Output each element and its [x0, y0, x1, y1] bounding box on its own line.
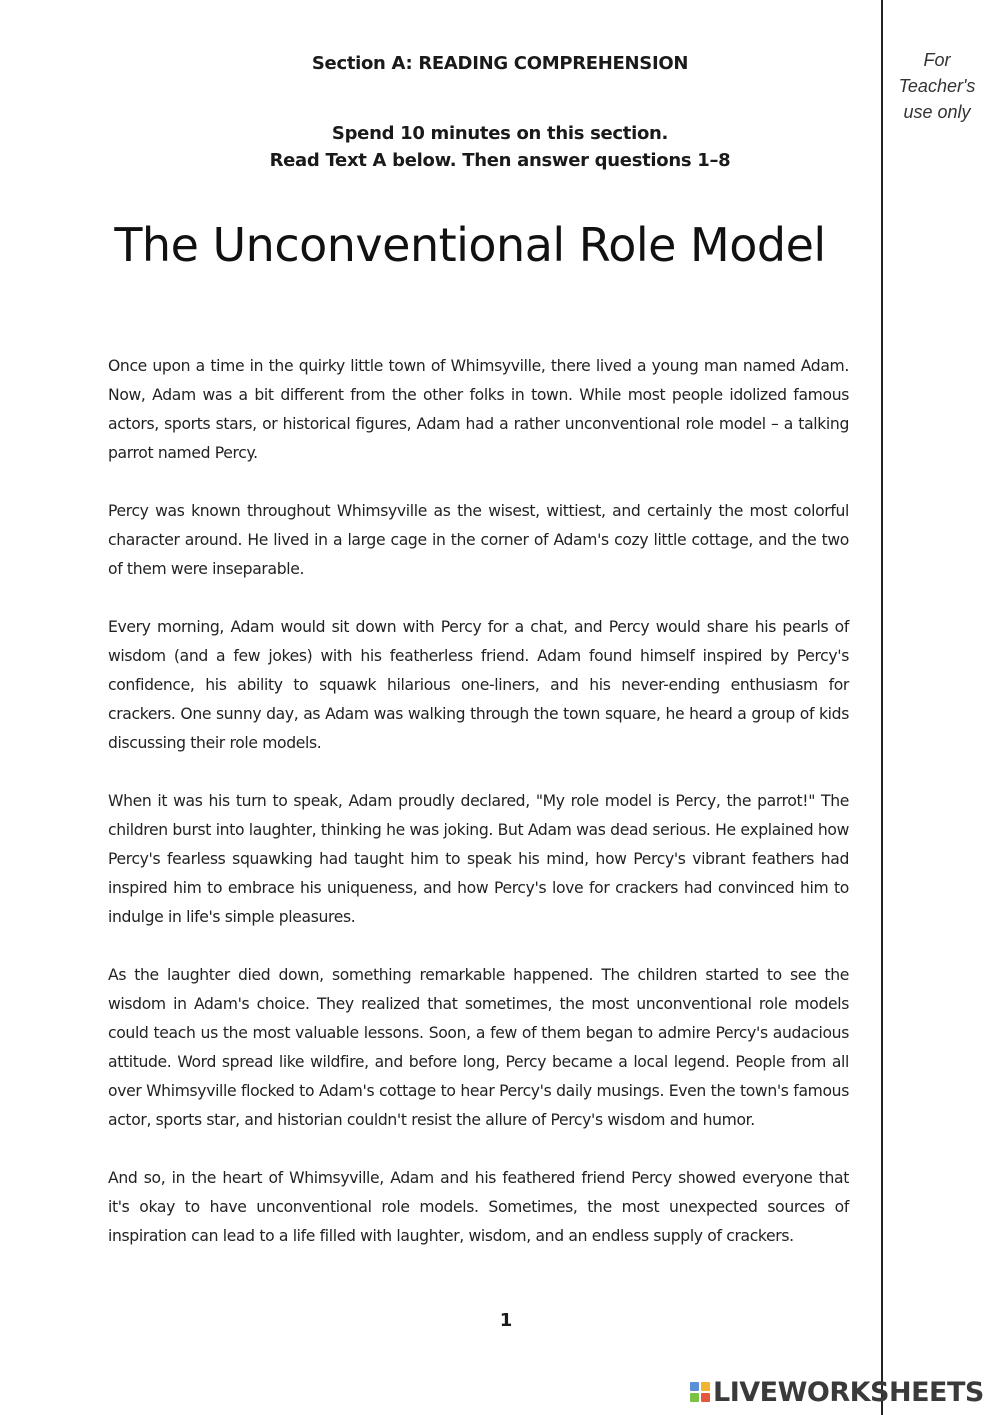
- teacher-margin-line: [881, 0, 883, 1415]
- story-paragraph: Once upon a time in the quirky little town of Whimsyville, there lived a young man named Adam. Now, Adam was a bit different from the other folks in town. While most people idolized famous actors, sports stars, or historical figures, Adam had a rather unconventional role model – a talking parrot named Percy.: [108, 357, 849, 462]
- logo-square: [701, 1382, 710, 1391]
- story-text: [108, 352, 849, 1280]
- logo-square: [690, 1382, 699, 1391]
- liveworksheets-logo-icon: [690, 1382, 710, 1402]
- story-paragraph: When it was his turn to speak, Adam proudly declared, "My role model is Percy, the parrot!" The children burst into laughter, thinking he was joking. But Adam was dead serious. He explained how Percy's fearless squawking had taught him to speak his mind, how Percy's vibrant feathers had inspired him to embrace his uniqueness, and how Percy's love for crackers had convinced him to indulge in life's simple pleasures.: [108, 792, 849, 926]
- story-paragraph: Percy was known throughout Whimsyville as the wisest, wittiest, and certainly the most colorful character around. He lived in a large cage in the corner of Adam's cozy little cottage, and the two of them were inseparable.: [108, 502, 849, 578]
- teacher-note-line: For: [923, 50, 951, 70]
- teacher-note-line: use only: [903, 102, 971, 122]
- teacher-note-line: Teacher's: [898, 76, 976, 96]
- logo-square: [690, 1393, 699, 1402]
- logo-wordmark: LIVEWORKSHEETS: [713, 1376, 984, 1408]
- page-number: 1: [499, 1310, 513, 1331]
- story-paragraph: And so, in the heart of Whimsyville, Adam and his feathered friend Percy showed everyone that it's okay to have unconventional role models. Sometimes, the most unexpected sources of inspiration can lead to a life filled with laughter, wisdom, and an endless supply of crackers.: [108, 1169, 849, 1245]
- liveworksheets-logo[interactable]: [690, 1374, 984, 1410]
- story-paragraph: As the laughter died down, something remarkable happened. The children started to see the wisdom in Adam's choice. They realized that sometimes, the most unconventional role models could teach us the most valuable lessons. Soon, a few of them began to admire Percy's audacious attitude. Word spread like wildfire, and before long, Percy became a local legend. People from all over Whimsyville flocked to Adam's cottage to hear Percy's daily musings. Even the town's famous actor, sports star, and historian couldn't resist the allure of Percy's wisdom and humor.: [108, 966, 849, 1129]
- teacher-use-note: [887, 47, 987, 125]
- section-instructions: [100, 120, 900, 174]
- instruction-line: Spend 10 minutes on this section.: [331, 123, 669, 144]
- logo-square: [701, 1393, 710, 1402]
- story-paragraph: Every morning, Adam would sit down with Percy for a chat, and Percy would share his pearls of wisdom (and a few jokes) with his featherless friend. Adam found himself inspired by Percy's confidence, his ability to squawk hilarious one-liners, and his never-ending enthusiasm for crackers. One sunny day, as Adam was walking through the town square, he heard a group of kids discussing their role models.: [108, 618, 849, 752]
- story-title: The Unconventional Role Model: [114, 218, 826, 272]
- instruction-line: Read Text A below. Then answer questions 1–8: [269, 150, 731, 171]
- section-title: Section A: READING COMPREHENSION: [311, 53, 689, 74]
